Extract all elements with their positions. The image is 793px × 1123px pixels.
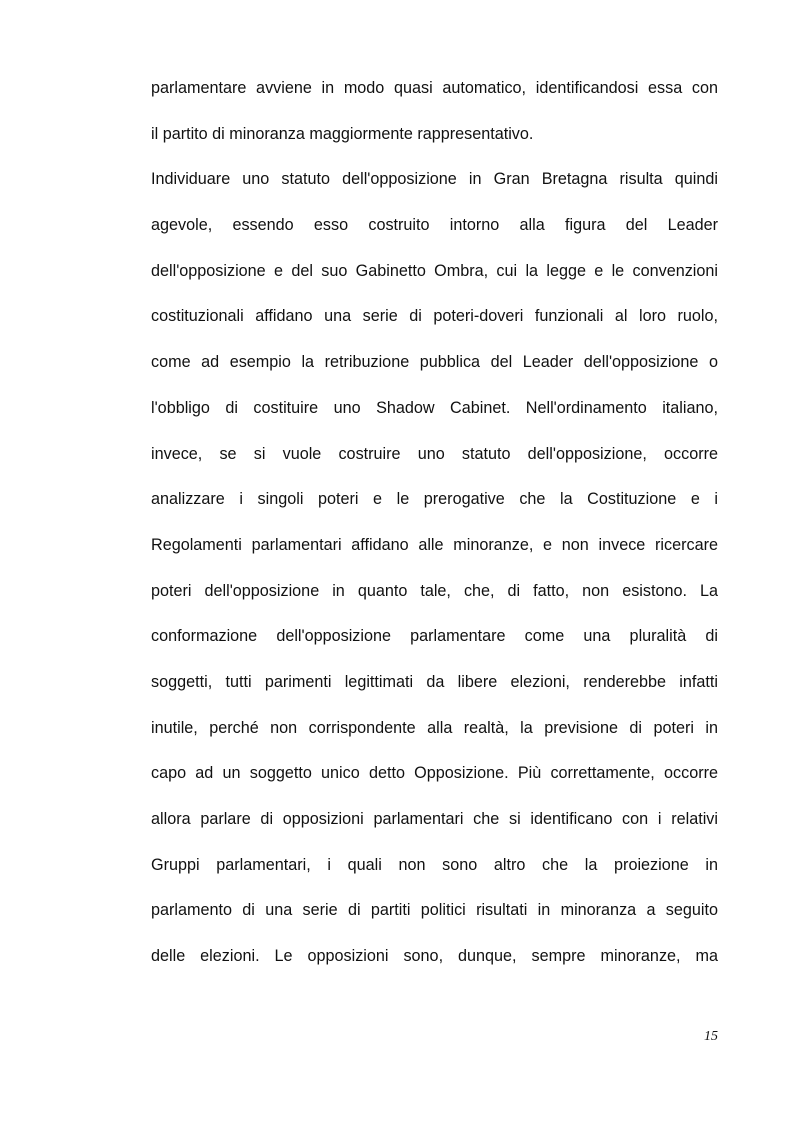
text-line: l'obbligo di costituire uno Shadow Cabinet. Nell'ordinamento italiano, (151, 398, 718, 417)
page-number: 15 (704, 1029, 718, 1044)
body-text (151, 72, 718, 986)
text-line: capo ad un soggetto unico detto Opposizione. Più correttamente, occorre (151, 764, 718, 783)
text-line: il partito di minoranza maggiormente rappresentativo. (151, 124, 534, 143)
text-line: come ad esempio la retribuzione pubblica del Leader dell'opposizione o (151, 353, 718, 372)
text-line: dell'opposizione e del suo Gabinetto Ombra, cui la legge e le convenzioni (151, 261, 718, 280)
text-line: costituzionali affidano una serie di poteri-doveri funzionali al loro ruolo, (151, 307, 718, 326)
text-line: agevole, essendo esso costruito intorno alla figura del Leader (151, 216, 718, 235)
text-line: analizzare i singoli poteri e le prerogative che la Costituzione e i (151, 490, 718, 509)
text-line: Regolamenti parlamentari affidano alle minoranze, e non invece ricercare (151, 535, 718, 554)
text-line: soggetti, tutti parimenti legittimati da libere elezioni, renderebbe infatti (151, 672, 718, 691)
text-line: Gruppi parlamentari, i quali non sono altro che la proiezione in (151, 855, 718, 874)
text-line: parlamentare avviene in modo quasi automatico, identificandosi essa con (151, 79, 718, 97)
text-line: parlamento di una serie di partiti politici risultati in minoranza a seguito (151, 901, 718, 920)
text-line: inutile, perché non corrispondente alla realtà, la previsione di poteri in (151, 718, 718, 737)
text-line: allora parlare di opposizioni parlamentari che si identificano con i relativi (151, 810, 718, 828)
text-line: conformazione dell'opposizione parlamentare come una pluralità di (151, 627, 718, 646)
text-line: delle elezioni. Le opposizioni sono, dunque, sempre minoranze, ma (151, 947, 718, 966)
text-line: Individuare uno statuto dell'opposizione in Gran Bretagna risulta quindi (151, 170, 718, 189)
text-line: poteri dell'opposizione in quanto tale, che, di fatto, non esistono. La (151, 581, 718, 600)
text-line: invece, se si vuole costruire uno statuto dell'opposizione, occorre (151, 444, 718, 463)
